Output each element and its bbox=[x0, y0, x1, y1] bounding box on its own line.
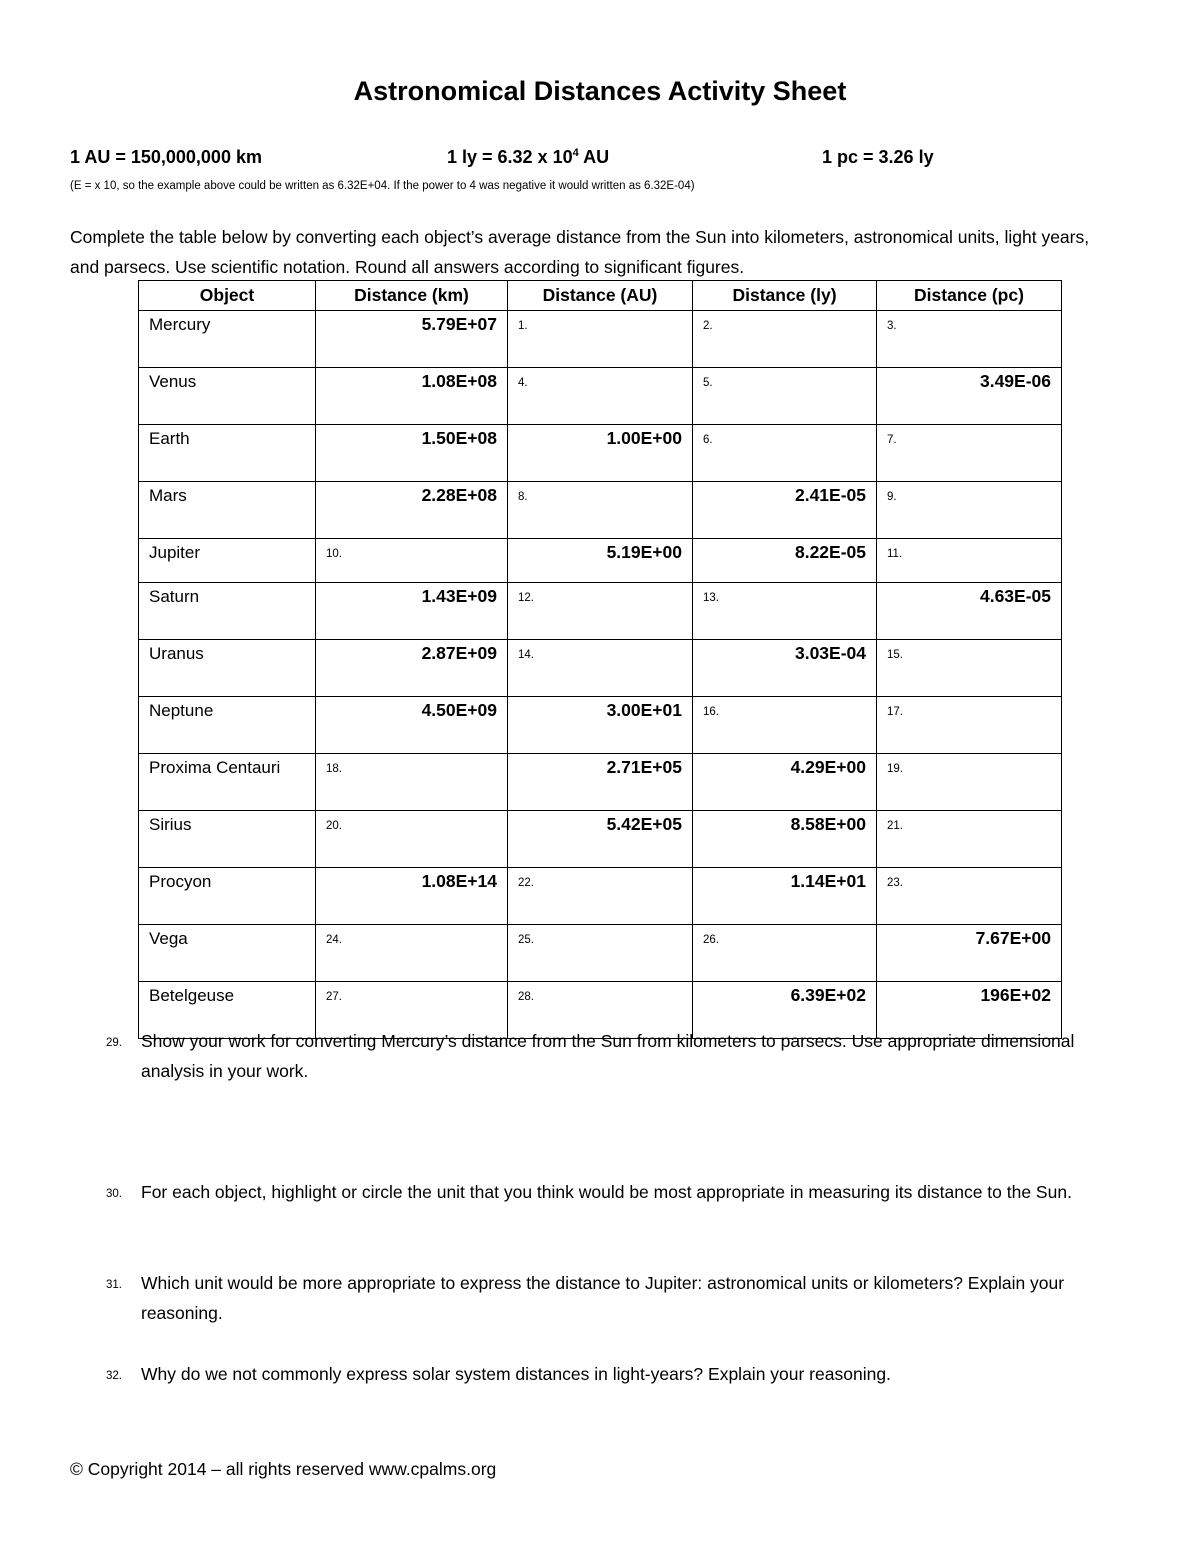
distance-table bbox=[138, 280, 1062, 1039]
given-value: 5.19E+00 bbox=[606, 542, 682, 562]
table-row bbox=[139, 368, 1062, 425]
answer-number: 17. bbox=[887, 706, 903, 718]
answer-number: 21. bbox=[887, 820, 903, 832]
table-row bbox=[139, 754, 1062, 811]
distance-pc-cell bbox=[877, 640, 1062, 697]
distance-km-cell bbox=[316, 425, 508, 482]
ly-conversion-suffix: AU bbox=[578, 147, 610, 167]
object-cell: Jupiter bbox=[139, 539, 316, 583]
given-value: 4.29E+00 bbox=[790, 757, 866, 777]
answer-number: 3. bbox=[887, 320, 897, 332]
ly-conversion-exponent: 4 bbox=[572, 147, 579, 159]
distance-km-cell bbox=[316, 539, 508, 583]
answer-number: 24. bbox=[326, 934, 342, 946]
object-cell: Venus bbox=[139, 368, 316, 425]
distance-au-cell bbox=[508, 811, 693, 868]
object-cell: Uranus bbox=[139, 640, 316, 697]
answer-number: 2. bbox=[703, 320, 713, 332]
distance-au-cell bbox=[508, 368, 693, 425]
distance-pc-cell bbox=[877, 754, 1062, 811]
header-km: Distance (km) bbox=[316, 281, 508, 311]
given-value: 4.63E-05 bbox=[979, 586, 1051, 606]
table-row bbox=[139, 583, 1062, 640]
distance-au-cell bbox=[508, 539, 693, 583]
answer-number: 28. bbox=[518, 991, 534, 1003]
object-cell: Procyon bbox=[139, 868, 316, 925]
distance-pc-cell bbox=[877, 539, 1062, 583]
answer-number: 12. bbox=[518, 592, 534, 604]
object-cell: Proxima Centauri bbox=[139, 754, 316, 811]
question-number: 30. bbox=[106, 1188, 122, 1200]
table-body bbox=[139, 311, 1062, 1039]
distance-km-cell bbox=[316, 697, 508, 754]
distance-ly-cell bbox=[693, 425, 877, 482]
distance-km-cell bbox=[316, 811, 508, 868]
object-cell: Earth bbox=[139, 425, 316, 482]
object-cell: Sirius bbox=[139, 811, 316, 868]
page-title: Astronomical Distances Activity Sheet bbox=[353, 76, 847, 106]
table-header-row bbox=[139, 281, 1062, 311]
answer-number: 25. bbox=[518, 934, 534, 946]
answer-number: 7. bbox=[887, 434, 897, 446]
notation-note: (E = x 10, so the example above could be written as 6.32E+04. If the power to 4 was negative it would written as 6.32E-04) bbox=[70, 180, 695, 192]
distance-pc-cell bbox=[877, 868, 1062, 925]
question-30 bbox=[70, 1177, 1130, 1207]
object-cell: Neptune bbox=[139, 697, 316, 754]
distance-pc-cell bbox=[877, 482, 1062, 539]
distance-au-cell bbox=[508, 311, 693, 368]
answer-number: 5. bbox=[703, 377, 713, 389]
ly-conversion-prefix: 1 ly = 6.32 x 10 bbox=[447, 147, 573, 167]
copyright-footer: © Copyright 2014 – all rights reserved www.cpalms.org bbox=[70, 1459, 497, 1479]
answer-number: 22. bbox=[518, 877, 534, 889]
pc-conversion: 1 pc = 3.26 ly bbox=[822, 147, 934, 167]
table-row bbox=[139, 640, 1062, 697]
distance-au-cell bbox=[508, 697, 693, 754]
distance-ly-cell bbox=[693, 368, 877, 425]
distance-au-cell bbox=[508, 925, 693, 982]
given-value: 196E+02 bbox=[980, 985, 1051, 1005]
answer-number: 18. bbox=[326, 763, 342, 775]
given-value: 8.58E+00 bbox=[790, 814, 866, 834]
answer-number: 13. bbox=[703, 592, 719, 604]
table-row bbox=[139, 811, 1062, 868]
distance-ly-cell bbox=[693, 539, 877, 583]
table-row bbox=[139, 539, 1062, 583]
header-object: Object bbox=[139, 281, 316, 311]
distance-km-cell bbox=[316, 311, 508, 368]
given-value: 4.50E+09 bbox=[421, 700, 497, 720]
distance-ly-cell bbox=[693, 583, 877, 640]
distance-pc-cell bbox=[877, 697, 1062, 754]
given-value: 3.00E+01 bbox=[606, 700, 682, 720]
given-value: 7.67E+00 bbox=[975, 928, 1051, 948]
distance-au-cell bbox=[508, 754, 693, 811]
distance-au-cell bbox=[508, 583, 693, 640]
question-31 bbox=[70, 1268, 1130, 1328]
answer-number: 11. bbox=[887, 548, 903, 560]
given-value: 2.71E+05 bbox=[606, 757, 682, 777]
instructions: Complete the table below by converting each object’s average distance from the Sun into kilometers, astronomical units, light years, and parsecs. Use scientific notation. Round all answers according to significant figures. bbox=[70, 227, 1090, 277]
distance-ly-cell bbox=[693, 868, 877, 925]
question-29 bbox=[70, 1026, 1130, 1086]
given-value: 1.08E+14 bbox=[421, 871, 497, 891]
given-value: 1.14E+01 bbox=[790, 871, 866, 891]
au-conversion: 1 AU = 150,000,000 km bbox=[70, 147, 262, 167]
distance-ly-cell bbox=[693, 925, 877, 982]
distance-au-cell bbox=[508, 482, 693, 539]
distance-km-cell bbox=[316, 868, 508, 925]
answer-number: 6. bbox=[703, 434, 713, 446]
ly-conversion bbox=[447, 147, 609, 168]
answer-number: 14. bbox=[518, 649, 534, 661]
given-value: 1.08E+08 bbox=[421, 371, 497, 391]
distance-au-cell bbox=[508, 868, 693, 925]
distance-au-cell bbox=[508, 425, 693, 482]
distance-pc-cell bbox=[877, 583, 1062, 640]
answer-number: 1. bbox=[518, 320, 528, 332]
given-value: 1.43E+09 bbox=[421, 586, 497, 606]
distance-km-cell bbox=[316, 482, 508, 539]
object-cell: Saturn bbox=[139, 583, 316, 640]
table-row bbox=[139, 697, 1062, 754]
answer-number: 27. bbox=[326, 991, 342, 1003]
distance-ly-cell bbox=[693, 640, 877, 697]
given-value: 2.41E-05 bbox=[794, 485, 866, 505]
object-cell: Mars bbox=[139, 482, 316, 539]
distance-pc-cell bbox=[877, 925, 1062, 982]
distance-ly-cell bbox=[693, 482, 877, 539]
object-cell: Vega bbox=[139, 925, 316, 982]
header-ly: Distance (ly) bbox=[693, 281, 877, 311]
answer-number: 26. bbox=[703, 934, 719, 946]
table-row bbox=[139, 311, 1062, 368]
question-number: 32. bbox=[106, 1370, 122, 1382]
given-value: 5.79E+07 bbox=[421, 314, 497, 334]
given-value: 1.00E+00 bbox=[606, 428, 682, 448]
distance-ly-cell bbox=[693, 697, 877, 754]
given-value: 6.39E+02 bbox=[790, 985, 866, 1005]
question-text: For each object, highlight or circle the unit that you think would be most appropriate in measuring its distance to the Sun. bbox=[141, 1182, 1072, 1202]
answer-number: 23. bbox=[887, 877, 903, 889]
distance-au-cell bbox=[508, 640, 693, 697]
table-row bbox=[139, 482, 1062, 539]
answer-number: 19. bbox=[887, 763, 903, 775]
header-pc: Distance (pc) bbox=[877, 281, 1062, 311]
distance-ly-cell bbox=[693, 811, 877, 868]
distance-pc-cell bbox=[877, 811, 1062, 868]
distance-pc-cell bbox=[877, 368, 1062, 425]
given-value: 2.28E+08 bbox=[421, 485, 497, 505]
given-value: 2.87E+09 bbox=[421, 643, 497, 663]
answer-number: 10. bbox=[326, 548, 342, 560]
distance-ly-cell bbox=[693, 311, 877, 368]
answer-number: 8. bbox=[518, 491, 528, 503]
distance-pc-cell bbox=[877, 311, 1062, 368]
answer-number: 4. bbox=[518, 377, 528, 389]
header-au: Distance (AU) bbox=[508, 281, 693, 311]
answer-number: 15. bbox=[887, 649, 903, 661]
given-value: 3.49E-06 bbox=[979, 371, 1051, 391]
object-cell: Mercury bbox=[139, 311, 316, 368]
distance-pc-cell bbox=[877, 425, 1062, 482]
distance-km-cell bbox=[316, 583, 508, 640]
given-value: 3.03E-04 bbox=[794, 643, 866, 663]
given-value: 1.50E+08 bbox=[421, 428, 497, 448]
answer-number: 16. bbox=[703, 706, 719, 718]
answer-number: 20. bbox=[326, 820, 342, 832]
table-row bbox=[139, 868, 1062, 925]
distance-km-cell bbox=[316, 925, 508, 982]
object-cell: Betelgeuse bbox=[139, 982, 316, 1039]
question-32 bbox=[70, 1359, 1130, 1389]
given-value: 5.42E+05 bbox=[606, 814, 682, 834]
table-row bbox=[139, 425, 1062, 482]
question-number: 31. bbox=[106, 1279, 122, 1291]
question-text: Show your work for converting Mercury’s distance from the Sun from kilometers to parsecs. Use appropriate dimensional analysis in your work. bbox=[141, 1031, 1075, 1081]
distance-km-cell bbox=[316, 640, 508, 697]
question-text: Why do we not commonly express solar system distances in light-years? Explain your reasoning. bbox=[141, 1364, 891, 1384]
table-row bbox=[139, 925, 1062, 982]
distance-km-cell bbox=[316, 754, 508, 811]
distance-km-cell bbox=[316, 368, 508, 425]
answer-number: 9. bbox=[887, 491, 897, 503]
given-value: 8.22E-05 bbox=[794, 542, 866, 562]
distance-ly-cell bbox=[693, 754, 877, 811]
question-text: Which unit would be more appropriate to express the distance to Jupiter: astronomical units or kilometers? Explain your reasoning. bbox=[141, 1273, 1065, 1323]
question-number: 29. bbox=[106, 1037, 122, 1049]
